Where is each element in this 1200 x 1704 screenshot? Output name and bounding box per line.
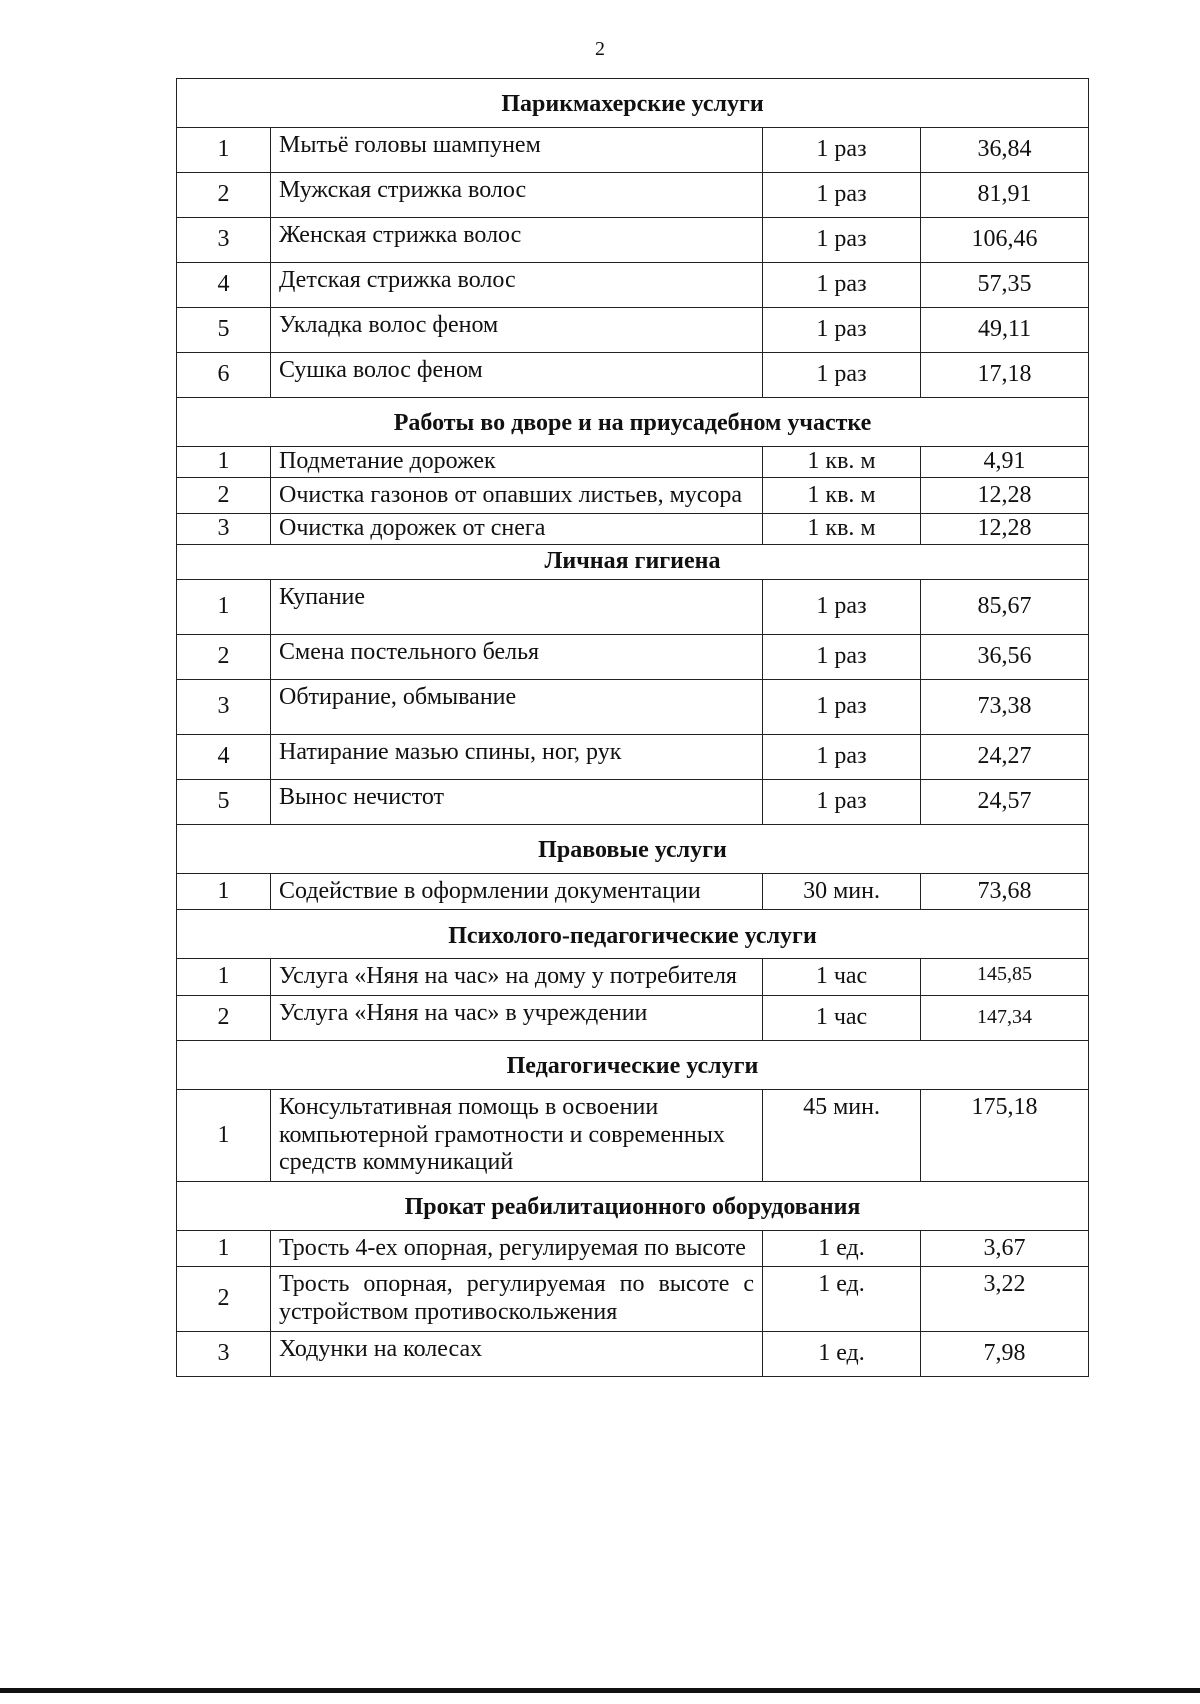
- section-title: Работы во дворе и на приусадебном участке: [177, 398, 1089, 447]
- table-row: [177, 995, 1089, 1040]
- section-header-row: [177, 79, 1089, 128]
- service-name: Подметание дорожек: [271, 447, 763, 478]
- service-name: Сушка волос феном: [271, 353, 763, 398]
- service-name: Вынос нечистот: [271, 779, 763, 824]
- service-unit: 1 раз: [763, 579, 921, 634]
- service-name: Содействие в оформлении документации: [271, 873, 763, 910]
- service-unit: 1 раз: [763, 128, 921, 173]
- row-number: 1: [177, 1230, 271, 1267]
- service-price: 147,34: [921, 995, 1089, 1040]
- service-unit: 1 ед.: [763, 1331, 921, 1376]
- service-unit: 1 час: [763, 959, 921, 996]
- section-title: Личная гигиена: [177, 544, 1089, 579]
- service-unit: 45 мин.: [763, 1089, 921, 1181]
- row-number: 5: [177, 779, 271, 824]
- service-name: Женская стрижка волос: [271, 218, 763, 263]
- row-number: 2: [177, 1267, 271, 1331]
- service-unit: 1 ед.: [763, 1267, 921, 1331]
- table-row: [177, 779, 1089, 824]
- service-price: 3,67: [921, 1230, 1089, 1267]
- table-row: [177, 353, 1089, 398]
- page-number: 2: [595, 38, 605, 60]
- row-number: 4: [177, 734, 271, 779]
- service-name: Консультативная помощь в освоении компьютерной грамотности и современных средств коммуникаций: [271, 1089, 763, 1181]
- table-row: [177, 634, 1089, 679]
- price-list-table: [176, 78, 1089, 1377]
- service-name: Укладка волос феном: [271, 308, 763, 353]
- service-price: 57,35: [921, 263, 1089, 308]
- section-title: Правовые услуги: [177, 824, 1089, 873]
- service-unit: 1 час: [763, 995, 921, 1040]
- service-name: Натирание мазью спины, ног, рук: [271, 734, 763, 779]
- table-row: [177, 1230, 1089, 1267]
- section-title: Психолого-педагогические услуги: [177, 910, 1089, 959]
- service-price: 49,11: [921, 308, 1089, 353]
- row-number: 1: [177, 579, 271, 634]
- row-number: 1: [177, 1089, 271, 1181]
- service-price: 36,56: [921, 634, 1089, 679]
- row-number: 5: [177, 308, 271, 353]
- service-name: Услуга «Няня на час» на дому у потребителя: [271, 959, 763, 996]
- row-number: 3: [177, 218, 271, 263]
- section-header-row: [177, 544, 1089, 579]
- table-row: [177, 1089, 1089, 1181]
- service-price: 36,84: [921, 128, 1089, 173]
- service-name: Обтирание, обмывание: [271, 679, 763, 734]
- service-name: Услуга «Няня на час» в учреждении: [271, 995, 763, 1040]
- service-unit: 1 ед.: [763, 1230, 921, 1267]
- service-name: Очистка газонов от опавших листьев, мусора: [271, 477, 763, 514]
- row-number: 1: [177, 873, 271, 910]
- section-header-row: [177, 910, 1089, 959]
- service-price: 3,22: [921, 1267, 1089, 1331]
- service-name: Купание: [271, 579, 763, 634]
- table-row: [177, 218, 1089, 263]
- service-unit: 1 раз: [763, 353, 921, 398]
- table-row: [177, 579, 1089, 634]
- service-unit: 1 раз: [763, 173, 921, 218]
- service-price: 12,28: [921, 477, 1089, 514]
- table-row: [177, 1331, 1089, 1376]
- table-row: [177, 263, 1089, 308]
- table-row: [177, 173, 1089, 218]
- section-title: Парикмахерские услуги: [177, 79, 1089, 128]
- service-unit: 1 кв. м: [763, 477, 921, 514]
- service-unit: 1 раз: [763, 679, 921, 734]
- service-unit: 1 раз: [763, 218, 921, 263]
- service-price: 73,68: [921, 873, 1089, 910]
- table-row: [177, 1267, 1089, 1331]
- service-name: Трость 4-ех опорная, регулируемая по высоте: [271, 1230, 763, 1267]
- service-unit: 1 кв. м: [763, 514, 921, 545]
- service-price: 24,57: [921, 779, 1089, 824]
- table-row: [177, 514, 1089, 545]
- row-number: 6: [177, 353, 271, 398]
- service-price: 12,28: [921, 514, 1089, 545]
- service-unit: 30 мин.: [763, 873, 921, 910]
- service-price: 175,18: [921, 1089, 1089, 1181]
- service-name: Смена постельного белья: [271, 634, 763, 679]
- row-number: 2: [177, 477, 271, 514]
- row-number: 1: [177, 447, 271, 478]
- row-number: 2: [177, 173, 271, 218]
- table-row: [177, 959, 1089, 996]
- service-unit: 1 раз: [763, 734, 921, 779]
- service-unit: 1 раз: [763, 263, 921, 308]
- service-name: Ходунки на колесах: [271, 1331, 763, 1376]
- service-price: 24,27: [921, 734, 1089, 779]
- row-number: 3: [177, 1331, 271, 1376]
- table-row: [177, 477, 1089, 514]
- service-unit: 1 раз: [763, 634, 921, 679]
- service-name: Мужская стрижка волос: [271, 173, 763, 218]
- section-header-row: [177, 1040, 1089, 1089]
- service-price: 145,85: [921, 959, 1089, 996]
- row-number: 3: [177, 679, 271, 734]
- service-price: 7,98: [921, 1331, 1089, 1376]
- service-name: Очистка дорожек от снега: [271, 514, 763, 545]
- service-name: Трость опорная, регулируемая по высоте с устройством противоскольжения: [271, 1267, 763, 1331]
- table-row: [177, 873, 1089, 910]
- service-name: Мытьё головы шампунем: [271, 128, 763, 173]
- row-number: 2: [177, 995, 271, 1040]
- service-unit: 1 кв. м: [763, 447, 921, 478]
- page-bottom-rule: [0, 1688, 1200, 1693]
- service-price: 106,46: [921, 218, 1089, 263]
- row-number: 1: [177, 959, 271, 996]
- table-row: [177, 308, 1089, 353]
- section-header-row: [177, 1181, 1089, 1230]
- row-number: 4: [177, 263, 271, 308]
- service-price: 81,91: [921, 173, 1089, 218]
- service-unit: 1 раз: [763, 308, 921, 353]
- service-price: 85,67: [921, 579, 1089, 634]
- section-title: Педагогические услуги: [177, 1040, 1089, 1089]
- section-header-row: [177, 398, 1089, 447]
- table-row: [177, 679, 1089, 734]
- table-row: [177, 128, 1089, 173]
- row-number: 3: [177, 514, 271, 545]
- service-unit: 1 раз: [763, 779, 921, 824]
- section-header-row: [177, 824, 1089, 873]
- row-number: 2: [177, 634, 271, 679]
- service-name: Детская стрижка волос: [271, 263, 763, 308]
- service-price: 17,18: [921, 353, 1089, 398]
- section-title: Прокат реабилитационного оборудования: [177, 1181, 1089, 1230]
- row-number: 1: [177, 128, 271, 173]
- service-price: 73,38: [921, 679, 1089, 734]
- table-row: [177, 447, 1089, 478]
- table-row: [177, 734, 1089, 779]
- service-price: 4,91: [921, 447, 1089, 478]
